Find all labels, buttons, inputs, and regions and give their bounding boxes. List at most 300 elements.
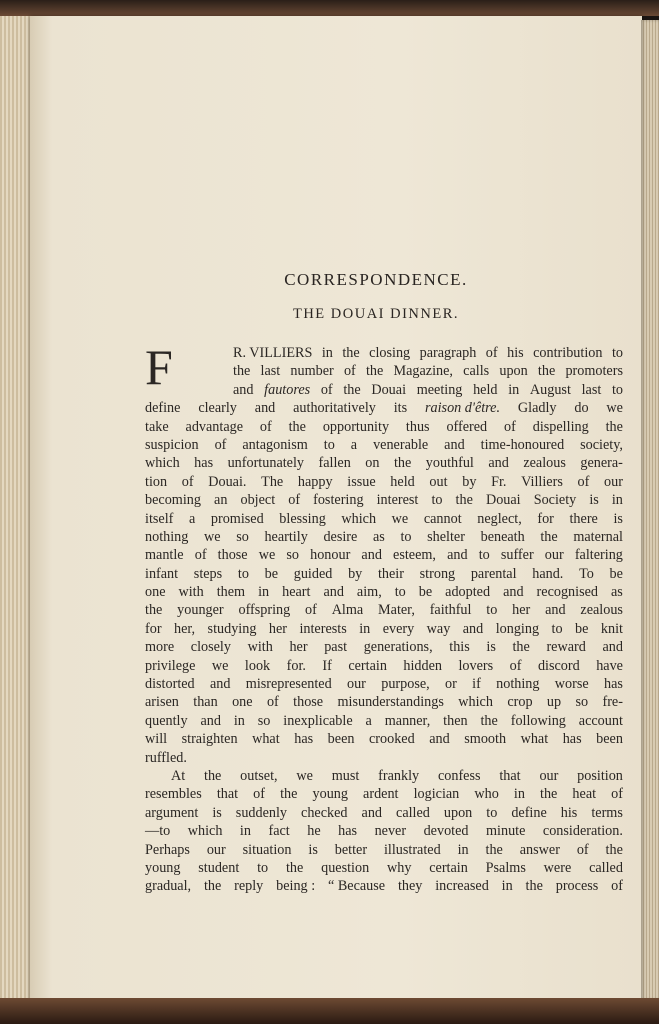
word: steps xyxy=(193,565,223,582)
text-line xyxy=(145,749,623,767)
word: raison d'être. xyxy=(425,400,501,417)
text-line xyxy=(145,712,623,730)
text-line xyxy=(145,804,623,822)
word: the xyxy=(537,363,556,380)
text-line xyxy=(145,859,623,877)
word: so xyxy=(575,694,589,711)
text-line xyxy=(145,418,623,436)
text-line xyxy=(145,841,623,859)
word: promoters xyxy=(565,363,623,380)
word: in xyxy=(239,823,251,840)
word: antagonism xyxy=(242,436,308,453)
section-title: CORRESPONDENCE. xyxy=(284,270,468,289)
word: hidden xyxy=(403,657,443,674)
word: thus xyxy=(405,418,430,435)
word: “ Because xyxy=(327,878,386,895)
word: aim, xyxy=(356,584,382,601)
word: devoted xyxy=(423,823,469,840)
word: and xyxy=(488,455,509,472)
word: account xyxy=(578,712,623,729)
word: define xyxy=(145,400,181,417)
word: he xyxy=(307,823,321,840)
word: is xyxy=(613,510,623,527)
word: meeting xyxy=(416,381,463,398)
word: to xyxy=(611,381,623,398)
word: up xyxy=(546,694,562,711)
word: be xyxy=(264,565,279,582)
word: At xyxy=(171,767,186,784)
word: privilege xyxy=(145,657,196,674)
word: by xyxy=(348,565,363,582)
word: the xyxy=(540,786,558,803)
word: promised xyxy=(210,510,264,527)
word: in xyxy=(258,584,270,601)
word: the xyxy=(285,859,304,876)
word: lovers xyxy=(458,657,494,674)
word: an xyxy=(214,492,228,509)
word: Mater, xyxy=(378,602,415,619)
word: suffer xyxy=(500,547,534,564)
word: young xyxy=(312,786,348,803)
word: the xyxy=(512,639,530,656)
word: has xyxy=(194,455,214,472)
word: which xyxy=(145,455,180,472)
word: is xyxy=(486,639,496,656)
word: define xyxy=(511,804,547,821)
word: we xyxy=(204,528,221,545)
word: so xyxy=(257,712,271,729)
word: of xyxy=(343,363,356,380)
text-line xyxy=(145,381,623,399)
word: of xyxy=(611,878,623,895)
word: and xyxy=(429,731,450,748)
text-line xyxy=(145,362,623,380)
word: is xyxy=(212,804,222,821)
text-line xyxy=(145,601,623,619)
word: reward xyxy=(546,639,586,656)
word: for xyxy=(145,620,162,637)
word: ruffled. xyxy=(145,749,187,766)
text-line xyxy=(145,620,623,638)
word: Douai xyxy=(371,381,407,398)
word: his xyxy=(507,345,524,361)
word: object xyxy=(240,492,276,509)
word: and xyxy=(503,584,524,601)
word: those xyxy=(217,547,248,564)
word: we xyxy=(258,547,276,564)
word: with xyxy=(247,639,273,656)
text-line xyxy=(145,565,623,583)
text-line xyxy=(145,730,623,748)
word: the xyxy=(605,418,623,435)
text-line xyxy=(145,473,623,491)
word: of xyxy=(181,473,194,490)
word: cannot xyxy=(423,510,462,527)
word: of xyxy=(194,547,207,564)
word: the xyxy=(342,345,360,361)
word: nothing xyxy=(145,528,189,545)
word: the xyxy=(145,602,163,619)
word: Alma xyxy=(331,602,364,619)
word: happy xyxy=(297,473,333,490)
word: past xyxy=(324,639,348,656)
word: the xyxy=(540,528,558,545)
word: blessing xyxy=(279,510,326,527)
word: of xyxy=(253,786,265,803)
word: to xyxy=(257,859,269,876)
word: faithful xyxy=(429,602,472,619)
word: frankly xyxy=(378,767,420,784)
word: a xyxy=(188,510,196,527)
word: of xyxy=(611,786,623,803)
word: If xyxy=(322,657,332,674)
word: minute xyxy=(486,823,526,840)
word: called xyxy=(589,859,623,876)
word: interests xyxy=(299,620,347,637)
word: look xyxy=(244,657,271,674)
word: her xyxy=(512,602,531,619)
word: to xyxy=(611,345,623,361)
word: and xyxy=(361,804,383,821)
word: Villiers xyxy=(521,473,563,490)
word: of xyxy=(485,345,498,361)
word: to xyxy=(394,584,406,601)
word: checked xyxy=(301,804,348,821)
word: must xyxy=(331,767,360,784)
word: be xyxy=(609,565,623,582)
word: guided xyxy=(293,565,333,582)
word: increased xyxy=(435,878,489,895)
word: gradual, xyxy=(145,878,192,895)
word: her xyxy=(289,639,308,656)
word: Society xyxy=(533,492,577,509)
word: —to xyxy=(145,823,171,840)
word: her, xyxy=(174,620,196,637)
word: the xyxy=(280,786,298,803)
word: to xyxy=(478,547,490,564)
word: number xyxy=(290,363,334,380)
word: to xyxy=(323,436,335,453)
word: faltering xyxy=(574,547,623,564)
word: a xyxy=(365,712,372,729)
word: of xyxy=(504,418,516,435)
word: certain xyxy=(429,859,468,876)
text-line xyxy=(145,822,623,840)
word: the xyxy=(393,455,412,472)
word: with xyxy=(178,584,204,601)
word: purpose, xyxy=(381,676,430,693)
word: process xyxy=(555,878,599,895)
word: opportunity xyxy=(322,418,390,435)
word: the xyxy=(455,492,473,509)
word: Magazine, xyxy=(393,363,453,380)
word: last xyxy=(260,363,281,380)
word: of xyxy=(576,841,589,858)
word: consideration. xyxy=(542,823,623,840)
word: fautores xyxy=(264,381,311,398)
word: to xyxy=(400,528,412,545)
word: adopted xyxy=(445,584,491,601)
word: or xyxy=(445,676,457,693)
text-line xyxy=(145,399,623,417)
word: answer xyxy=(519,841,560,858)
word: one xyxy=(145,584,166,601)
word: they xyxy=(397,878,423,895)
word: of xyxy=(509,657,522,674)
word: question xyxy=(321,859,370,876)
word: fostering xyxy=(313,492,364,509)
word: misrepresented xyxy=(245,676,332,693)
word: of xyxy=(214,436,227,453)
text-line xyxy=(145,767,623,785)
text-line xyxy=(145,693,623,711)
word: one xyxy=(232,694,253,711)
word: to xyxy=(237,565,249,582)
word: shelter xyxy=(427,528,465,545)
word: interest xyxy=(376,492,419,509)
word: dispelling xyxy=(532,418,589,435)
text-line xyxy=(145,510,623,528)
book-cover-bottom xyxy=(0,998,659,1024)
word: parental xyxy=(470,565,517,582)
word: venerable xyxy=(373,436,429,453)
word: society, xyxy=(580,436,623,453)
word: and xyxy=(233,381,254,398)
word: R. VILLIERS xyxy=(233,345,313,361)
word: for xyxy=(537,510,554,527)
word: misunderstandings xyxy=(337,694,444,711)
word: we xyxy=(211,657,229,674)
word: that xyxy=(216,786,239,803)
word: esteem, xyxy=(393,547,436,564)
word: itself xyxy=(145,510,174,527)
text-line xyxy=(145,436,623,454)
word: closing xyxy=(369,345,411,361)
word: outset, xyxy=(240,767,278,784)
word: crooked xyxy=(369,731,415,748)
word: and xyxy=(209,676,231,693)
word: young xyxy=(145,859,181,876)
word: Psalms xyxy=(485,859,526,876)
word: resembles xyxy=(145,786,202,803)
word: upon xyxy=(499,363,528,380)
word: to xyxy=(486,602,498,619)
word: his xyxy=(560,804,578,821)
word: becoming xyxy=(145,492,201,509)
word: Douai xyxy=(485,492,521,509)
word: better xyxy=(334,841,368,858)
word: youthful xyxy=(425,455,474,472)
word: as xyxy=(372,528,385,545)
word: position xyxy=(577,767,623,784)
word: were xyxy=(543,859,572,876)
word: way xyxy=(426,620,451,637)
word: generations, xyxy=(363,639,433,656)
word: in xyxy=(359,620,371,637)
word: Gladly xyxy=(517,400,557,417)
word: by xyxy=(462,473,477,490)
word: more xyxy=(145,639,175,656)
word: our xyxy=(206,841,226,858)
word: and xyxy=(462,620,484,637)
word: and xyxy=(444,436,465,453)
word: has xyxy=(294,731,314,748)
word: why xyxy=(386,859,412,876)
word: offspring xyxy=(238,602,291,619)
word: closely xyxy=(190,639,231,656)
word: authoritatively xyxy=(293,400,376,417)
word: the xyxy=(605,841,623,858)
word: this xyxy=(449,639,470,656)
word: of xyxy=(577,473,590,490)
word: arisen xyxy=(145,694,179,711)
word: calls xyxy=(463,363,490,380)
word: in xyxy=(233,712,245,729)
word: being : xyxy=(276,878,316,895)
word: out xyxy=(429,473,448,490)
word: than xyxy=(193,694,218,711)
word: in xyxy=(508,381,520,398)
word: every xyxy=(382,620,415,637)
word: of xyxy=(259,418,272,435)
word: the xyxy=(525,878,543,895)
word: and xyxy=(323,584,344,601)
drop-cap: F xyxy=(145,339,173,395)
word: confess xyxy=(437,767,481,784)
word: unfortunately xyxy=(227,455,305,472)
word: nothing xyxy=(496,676,540,693)
word: desire xyxy=(323,528,358,545)
word: argument xyxy=(145,804,199,821)
word: has xyxy=(562,731,582,748)
word: reply xyxy=(234,878,264,895)
word: contribution xyxy=(533,345,603,361)
word: Fr. xyxy=(491,473,507,490)
word: the xyxy=(233,363,251,380)
word: take xyxy=(145,418,169,435)
word: those xyxy=(293,694,324,711)
word: fact xyxy=(268,823,290,840)
word: Perhaps xyxy=(145,841,190,858)
text-line xyxy=(145,657,623,675)
word: advantage xyxy=(185,418,244,435)
word: infant xyxy=(145,565,179,582)
word: strong xyxy=(419,565,456,582)
word: zealous xyxy=(580,602,623,619)
word: so xyxy=(236,528,249,545)
word: following xyxy=(510,712,566,729)
word: logician xyxy=(413,786,460,803)
word: discord xyxy=(537,657,580,674)
word: has xyxy=(604,676,623,693)
word: who xyxy=(474,786,499,803)
text-line xyxy=(145,344,623,362)
word: beneath xyxy=(480,528,525,545)
text-line xyxy=(145,454,623,472)
word: clearly xyxy=(198,400,237,417)
word: which xyxy=(187,823,223,840)
word: of xyxy=(305,602,317,619)
word: for. xyxy=(286,657,306,674)
word: issue xyxy=(347,473,376,490)
word: terms xyxy=(591,804,623,821)
word: studying xyxy=(207,620,257,637)
word: fallen xyxy=(318,455,351,472)
word: situation xyxy=(242,841,292,858)
text-line xyxy=(145,546,623,564)
word: our xyxy=(604,473,623,490)
word: distorted xyxy=(145,676,195,693)
word: their xyxy=(377,565,404,582)
word: inexplicable xyxy=(283,712,353,729)
word: crop xyxy=(507,694,533,711)
word: hand. xyxy=(532,565,564,582)
word: we xyxy=(296,767,313,784)
text-line xyxy=(145,491,623,509)
word: never xyxy=(374,823,407,840)
word: we xyxy=(391,510,409,527)
word: younger xyxy=(177,602,224,619)
word: the xyxy=(365,363,384,380)
word: ardent xyxy=(363,786,399,803)
word: be xyxy=(418,584,433,601)
word: worse xyxy=(554,676,589,693)
word: upon xyxy=(443,804,473,821)
word: and xyxy=(447,547,468,564)
word: what xyxy=(520,731,549,748)
word: been xyxy=(327,731,355,748)
word: them xyxy=(216,584,246,601)
word: To xyxy=(579,565,594,582)
word: what xyxy=(252,731,280,748)
word: and xyxy=(200,712,221,729)
word: held xyxy=(473,381,498,398)
word: mantle xyxy=(145,547,184,564)
word: in xyxy=(611,492,623,509)
word: heat xyxy=(572,786,597,803)
word: do xyxy=(574,400,589,417)
word: heart xyxy=(282,584,311,601)
text-line xyxy=(145,675,623,693)
page-fore-edge xyxy=(641,20,659,1000)
word: that xyxy=(499,767,521,784)
word: is xyxy=(589,492,599,509)
word: quently xyxy=(145,712,188,729)
word: smooth xyxy=(464,731,507,748)
word: heartily xyxy=(264,528,308,545)
word: held xyxy=(390,473,415,490)
word: to xyxy=(431,492,443,509)
word: then xyxy=(443,712,468,729)
word: so xyxy=(286,547,299,564)
word: genera- xyxy=(580,455,623,472)
word: our xyxy=(346,676,366,693)
word: honour xyxy=(310,547,351,564)
word: and xyxy=(254,400,276,417)
word: our xyxy=(539,767,559,784)
word: as xyxy=(611,584,623,601)
word: to xyxy=(486,804,498,821)
word: to xyxy=(551,620,563,637)
text-line xyxy=(145,877,623,895)
word: the xyxy=(343,381,361,398)
word: in xyxy=(457,841,469,858)
word: her xyxy=(268,620,287,637)
word: its xyxy=(393,400,408,417)
book-page xyxy=(30,16,642,1002)
word: August xyxy=(529,381,571,398)
word: neglect, xyxy=(477,510,522,527)
